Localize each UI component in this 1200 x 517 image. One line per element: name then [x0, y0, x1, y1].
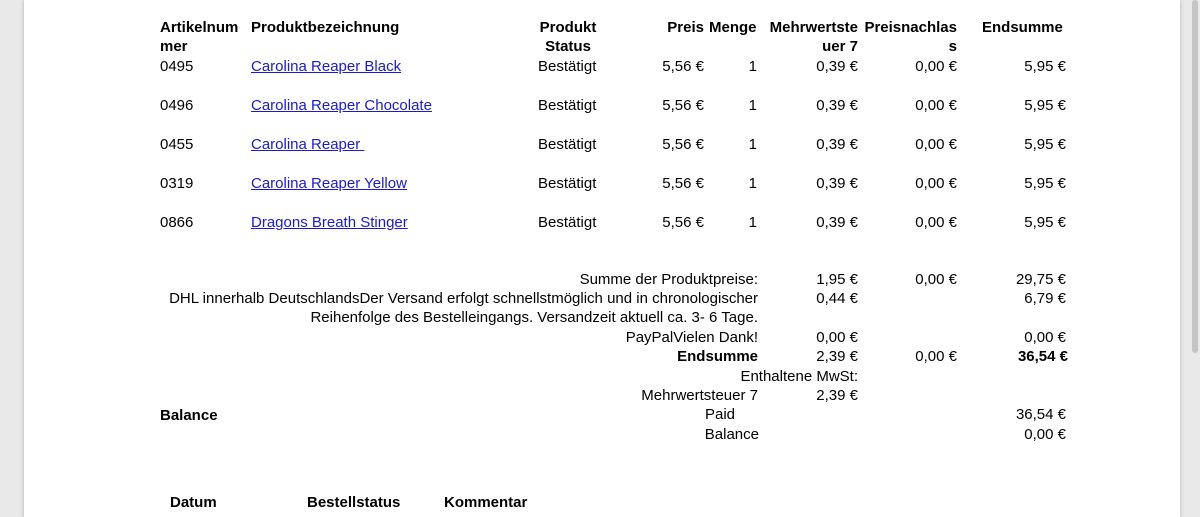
shipping-label: DHL innerhalb DeutschlandsDer Versand erfolgt schnellstmöglich und in chronologischer Reihenfolge des Bestelleingangs. Versandzeit aktuell ca. 3- 6 Tage.: [169, 290, 758, 326]
item-discount: 0,00 €: [915, 175, 957, 192]
item-discount: 0,00 €: [915, 214, 957, 231]
shipping-vat: 0,44 €: [816, 290, 858, 307]
item-article-number: 0866: [160, 214, 194, 231]
item-total: 5,95 €: [1024, 175, 1066, 192]
paid-label: Paid: [704, 406, 735, 423]
item-article-number: 0495: [160, 58, 194, 75]
item-discount: 0,00 €: [915, 58, 957, 75]
payment-label: PayPalVielen Dank!: [625, 329, 758, 346]
item-price: 5,56 €: [662, 136, 704, 153]
subtotal-discount: 0,00 €: [915, 271, 957, 288]
item-quantity: 1: [748, 136, 757, 153]
item-price: 5,56 €: [662, 97, 704, 114]
header-product-status: Produkt Status: [539, 19, 597, 55]
item-total: 5,95 €: [1024, 58, 1066, 75]
item-quantity: 1: [748, 97, 757, 114]
item-status: Bestätigt: [538, 136, 597, 153]
item-status: Bestätigt: [538, 175, 597, 192]
item-price: 5,56 €: [662, 58, 704, 75]
item-article-number: 0319: [160, 175, 194, 192]
item-total: 5,95 €: [1024, 214, 1066, 231]
vertical-scrollbar[interactable]: [1192, 0, 1198, 353]
balance-label: Balance: [704, 426, 759, 443]
balance-title: Balance: [160, 407, 218, 424]
vat7-value: 2,39 €: [816, 387, 858, 404]
item-discount: 0,00 €: [915, 136, 957, 153]
header-price: Preis: [667, 19, 704, 36]
subtotal-total: 29,75 €: [1015, 271, 1066, 288]
item-quantity: 1: [748, 214, 757, 231]
header-total: Endsumme: [982, 19, 1063, 36]
subtotal-vat: 1,95 €: [816, 271, 858, 288]
item-status: Bestätigt: [538, 58, 597, 75]
item-article-number: 0496: [160, 97, 194, 114]
history-header-order-status: Bestellstatus: [307, 494, 401, 511]
grand-total-value: 36,54 €: [1017, 348, 1068, 365]
grand-total-vat: 2,39 €: [816, 348, 858, 365]
payment-vat: 0,00 €: [816, 329, 858, 346]
payment-total: 0,00 €: [1024, 329, 1066, 346]
item-vat: 0,39 €: [816, 175, 858, 192]
item-product-link[interactable]: Carolina Reaper Yellow: [251, 175, 407, 192]
item-product-link[interactable]: Carolina Reaper Chocolate: [251, 97, 432, 114]
balance-value: 0,00 €: [1024, 426, 1066, 443]
item-product-link[interactable]: Carolina Reaper Black: [251, 58, 402, 75]
item-quantity: 1: [748, 175, 757, 192]
grand-total-label: Endsumme: [677, 348, 758, 365]
item-product-link[interactable]: Dragons Breath Stinger: [251, 214, 408, 231]
vat7-label: Mehrwertsteuer 7: [641, 387, 758, 404]
item-vat: 0,39 €: [816, 58, 858, 75]
item-discount: 0,00 €: [915, 97, 957, 114]
shipping-total: 6,79 €: [1024, 290, 1066, 307]
history-header-comment: Kommentar: [444, 494, 528, 511]
item-vat: 0,39 €: [816, 214, 858, 231]
included-vat-label: Enthaltene MwSt:: [740, 368, 858, 385]
header-product-name: Produktbezeichnung: [251, 19, 400, 36]
item-status: Bestätigt: [538, 214, 597, 231]
item-quantity: 1: [748, 58, 757, 75]
grand-total-discount: 0,00 €: [915, 348, 957, 365]
header-vat: Mehrwertste uer 7: [769, 19, 858, 55]
header-article-number: Artikelnum mer: [160, 19, 239, 55]
history-header-date: Datum: [170, 494, 217, 511]
paid-value: 36,54 €: [1015, 406, 1066, 423]
subtotal-label: Summe der Produktpreise:: [579, 271, 758, 288]
header-discount: Preisnachlas s: [864, 19, 957, 55]
item-price: 5,56 €: [662, 214, 704, 231]
item-product-link[interactable]: Carolina Reaper: [251, 136, 365, 153]
item-vat: 0,39 €: [816, 136, 858, 153]
item-vat: 0,39 €: [816, 97, 858, 114]
item-status: Bestätigt: [538, 97, 597, 114]
item-article-number: 0455: [160, 136, 194, 153]
item-price: 5,56 €: [662, 175, 704, 192]
header-quantity: Menge: [709, 19, 757, 36]
item-total: 5,95 €: [1024, 136, 1066, 153]
item-total: 5,95 €: [1024, 97, 1066, 114]
